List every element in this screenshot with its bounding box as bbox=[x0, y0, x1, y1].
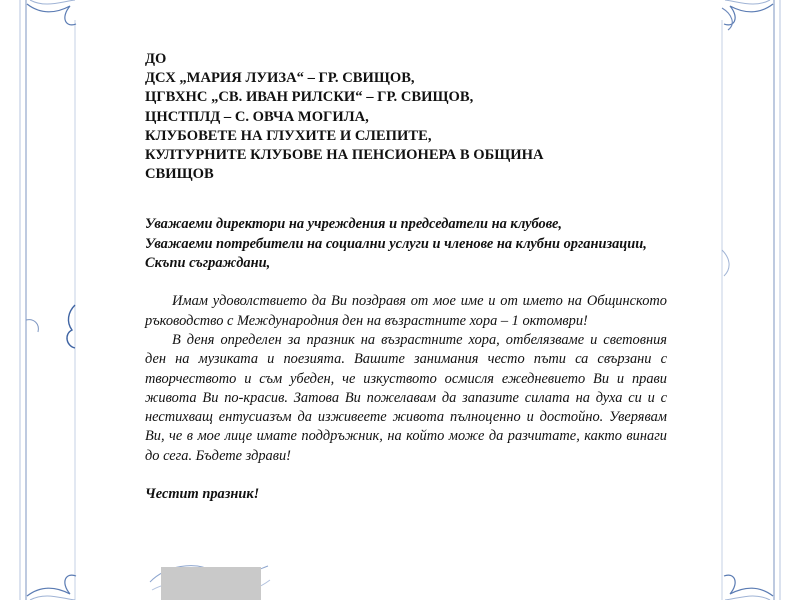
addressee-line: КУЛТУРНИТЕ КЛУБОВЕ НА ПЕНСИОНЕРА В ОБЩИНА bbox=[145, 147, 544, 164]
greeting-line: Уважаеми потребители на социални услуги и членове на клубни организации, bbox=[145, 235, 647, 252]
addressee-line: СВИЩОВ bbox=[145, 166, 214, 183]
letter-content bbox=[145, 50, 667, 504]
addressee-line: ЦГВХНС „СВ. ИВАН РИЛСКИ“ – ГР. СВИЩОВ, bbox=[145, 89, 474, 106]
signature-redaction-box bbox=[161, 567, 261, 600]
letter-body bbox=[145, 292, 667, 466]
greeting-line: Скъпи съграждани, bbox=[145, 255, 271, 272]
addressee-block bbox=[145, 50, 667, 184]
addressee-line: ДО bbox=[145, 51, 167, 67]
body-paragraph: В деня определен за празник на възрастните хора, отбелязваме и световния ден на музиката и поезията. Вашите занимания често пъти са свързани с творчеството и съм убеден, че изкуството осмисля ежедневието Ви и прави живота Ви по-красив. Затова Ви пожелавам да запазите силата на духа си и с нестихващ ентусиазъм да изживеете живота пълноценно и достойно. Уверявам Ви, че в мое лице имате поддръжник, на който може да разчитате, както винаги до сега. Бъдете здрави! bbox=[145, 331, 667, 464]
addressee-line: ДСХ „МАРИЯ ЛУИЗА“ – ГР. СВИЩОВ, bbox=[145, 70, 415, 87]
greeting-line: Уважаеми директори на учреждения и председатели на клубове, bbox=[145, 216, 562, 233]
greeting-block bbox=[145, 215, 667, 273]
addressee-line: ЦНСТПЛД – С. ОВЧА МОГИЛА, bbox=[145, 108, 369, 125]
addressee-line: КЛУБОВЕТЕ НА ГЛУХИТЕ И СЛЕПИТЕ, bbox=[145, 127, 432, 144]
closing-line: Честит празник! bbox=[145, 485, 260, 502]
body-paragraph: Имам удоволствието да Ви поздравя от мое име и от името на Общинското ръководство с Международния ден на възрастните хора – 1 октомври! bbox=[145, 293, 667, 329]
